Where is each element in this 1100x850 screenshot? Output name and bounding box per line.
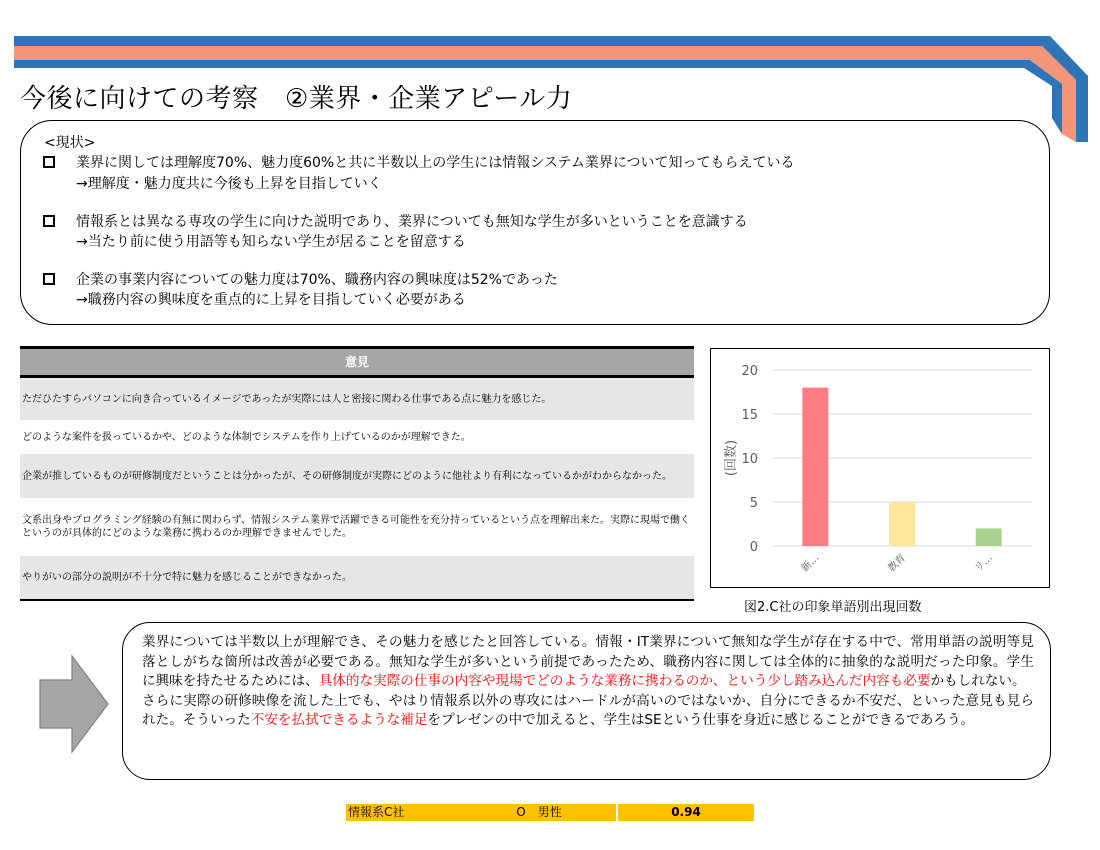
conclusion-text-part: をプレゼンの中で加えると、学生はSEという仕事を身近に感じることができるであろう。 — [427, 712, 975, 729]
status-bullet-main: 業界に関しては理解度70%、魅力度60%と共に半数以上の学生には情報システム業界について知ってもらえている — [76, 155, 795, 171]
page-title: 今後に向けての考察 ②業界・企業アピール力 — [20, 84, 573, 114]
table-bottom-rule — [20, 599, 694, 601]
square-bullet-icon — [43, 156, 55, 168]
opinion-text: ただひたすらパソコンに向き合っているイメージであったが実際には人と密接に関わる仕事である点に魅力を感じた。 — [22, 393, 552, 405]
opinion-text: 企業が推しているものが研修制度だということは分かったが、その研修制度が実際にどのように他社より有利になっているかがわからなかった。 — [22, 470, 672, 482]
status-bullet-sub: →理解度・魅力度共に今後も上昇を目指していく — [76, 176, 382, 192]
x-tick-label: 新… — [799, 552, 822, 575]
footer-respondent: O 男性 — [462, 804, 616, 821]
opinion-text: やりがいの部分の説明が不十分で特に魅力を感じることができなかった。 — [22, 572, 352, 583]
chart-caption: 図2.C社の印象単語別出現回数 — [744, 600, 922, 615]
status-heading: <現状> — [44, 135, 96, 151]
y-tick-label: 15 — [741, 408, 758, 423]
bar — [889, 502, 915, 546]
x-tick-label: 教育 — [886, 552, 909, 575]
opinion-text: 文系出身やプログラミング経験の有無に関わらず、情報システム業界で活躍できる可能性を充分持っているという点を理解出来た。実際に現場で働くというのが具体的にどのような業務に携わるのか理解できませんでした。 — [22, 515, 690, 539]
bar-chart — [710, 348, 1050, 588]
y-tick-label: 5 — [749, 496, 758, 511]
y-axis-label: (回数) — [724, 439, 739, 477]
status-bullet-sub: →職務内容の興味度を重点的に上昇を目指していく必要がある — [76, 292, 466, 308]
x-tick-label: リ… — [972, 552, 995, 575]
y-tick-label: 20 — [741, 364, 758, 379]
y-tick-label: 10 — [741, 452, 758, 467]
y-tick-label: 0 — [749, 540, 758, 555]
footer-company: 情報系C社 — [346, 804, 462, 821]
table-row — [20, 378, 694, 420]
conclusion-text-part: 業界については半数以上が理解でき、その魅力を感じたと回答している。情報・IT業界について無知な学生が存在する中で、常用単語の説明等見落としがちな箇所は改善が必要である。無知な学生が多いという前提であったため、職務内容に関しては全体的に抽象的な説明だった印象。学生に興味を持たせるためには、 — [142, 634, 1034, 690]
square-bullet-icon — [43, 273, 55, 285]
status-bullet-main: 企業の事業内容についての魅力度は70%、職務内容の興味度は52%であった — [76, 272, 558, 288]
opinion-text: どのような案件を扱っているかや、どのような体制でシステムを作り上げているのかが理解できた。 — [22, 431, 471, 443]
highlighted-text: 不安を払拭できるような補足 — [250, 712, 428, 729]
status-bullet-main: 情報系とは異なる専攻の学生に向けた説明であり、業界についても無知な学生が多いということを意識する — [76, 214, 748, 230]
table-row — [20, 498, 694, 556]
table-row — [20, 556, 694, 599]
table-row — [20, 454, 694, 498]
square-bullet-icon — [43, 215, 55, 227]
highlighted-text: 具体的な実際の仕事の内容や現場でどのような業務に携わるのか、という少し踏み込んだ内容も必要 — [318, 673, 931, 690]
conclusion-text — [142, 633, 1034, 731]
conclusion-text-part: かもしれない。 — [930, 673, 1026, 690]
bar — [976, 528, 1002, 546]
right-arrow-icon — [38, 654, 110, 754]
conclusion-text-part: さらに実際の研修映像を流した上でも、やはり情報系以外の専攻にはハードルが高いのではないか、自分にできるか不安だ、といった意見も見られた。そういった — [142, 692, 1034, 729]
table-row — [20, 420, 694, 454]
bar — [802, 388, 828, 546]
status-bullet-sub: →当たり前に使う用語等も知らない学生が居ることを留意する — [76, 234, 466, 250]
opinions-table-header: 意見 — [20, 349, 694, 375]
footer-score: 0.94 — [618, 804, 754, 821]
